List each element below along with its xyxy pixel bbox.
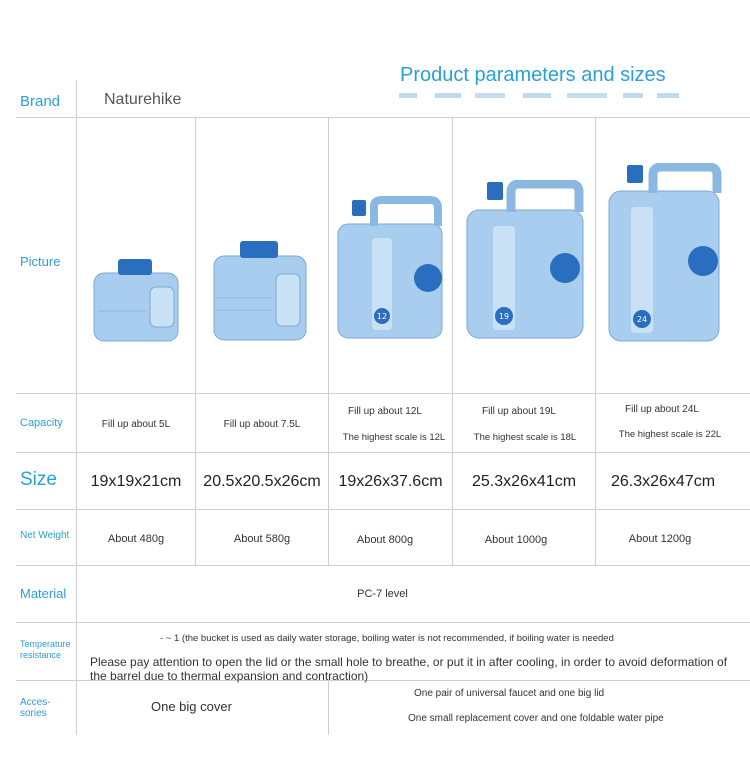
brand-label: Brand xyxy=(20,93,61,110)
jug-12-badge: 12 xyxy=(376,312,388,321)
column-divider xyxy=(328,118,329,565)
column-divider xyxy=(452,118,453,565)
temperature-note-line2: Please pay attention to open the lid or the small hole to breathe, or put it in after cooling, in order to avoid deformation of xyxy=(90,655,728,669)
row-divider xyxy=(16,509,750,510)
row-divider xyxy=(16,565,750,566)
weight-12l: About 800g xyxy=(356,534,414,546)
accessories-label xyxy=(20,697,51,719)
material-value: PC-7 level xyxy=(357,588,408,600)
size-label: Size xyxy=(20,469,57,490)
accessory-small: One big cover xyxy=(151,699,232,714)
row-divider xyxy=(16,452,750,453)
column-divider xyxy=(595,118,596,565)
page-title: Product parameters and sizes xyxy=(400,64,666,86)
scale-22l: The highest scale is 22L xyxy=(618,429,722,440)
jug-24-badge: 24 xyxy=(636,315,648,324)
title-shadow-decoration xyxy=(395,90,695,102)
row-divider xyxy=(16,622,750,623)
accessories-label-line2: sories xyxy=(20,708,47,719)
capacity-label: Capacity xyxy=(20,417,63,429)
jug-19-badge: 19 xyxy=(498,312,510,321)
water-jug-24l-image xyxy=(605,163,723,345)
brand-value: Naturehike xyxy=(104,91,182,108)
capacity-7-5l: Fill up about 7.5L xyxy=(223,419,301,430)
water-jug-19l-image xyxy=(463,180,587,342)
row-divider xyxy=(16,117,750,118)
temperature-label-line2: resistance xyxy=(20,650,62,660)
weight-5l: About 480g xyxy=(107,533,165,545)
capacity-24l: Fill up about 24L xyxy=(625,404,699,415)
label-column-divider xyxy=(76,80,77,735)
weight-19l: About 1000g xyxy=(484,534,548,546)
temperature-note-line1: - ~ 1 (the bucket is used as daily water storage, boiling water is not recommended, if boiling water is needed xyxy=(160,633,614,644)
scale-18l: The highest scale is 18L xyxy=(473,432,577,443)
accessories-label-line1: Acces- xyxy=(20,697,51,708)
water-jug-12l-image xyxy=(334,196,446,341)
temperature-label xyxy=(20,639,71,661)
weight-24l: About 1200g xyxy=(628,533,692,545)
capacity-5l: Fill up about 5L xyxy=(101,419,171,430)
size-12l: 19x26x37.6cm xyxy=(338,473,443,490)
material-label: Material xyxy=(20,586,67,601)
temperature-note-line3: the barrel due to thermal expansion and contraction) xyxy=(90,669,369,683)
size-5l: 19x19x21cm xyxy=(90,473,182,490)
row-divider xyxy=(16,393,750,394)
scale-12l: The highest scale is 12L xyxy=(342,432,446,443)
temperature-label-line1: Temperature xyxy=(20,639,71,649)
size-19l: 25.3x26x41cm xyxy=(471,473,577,490)
capacity-19l: Fill up about 19L xyxy=(482,406,556,417)
accessory-large-line1: One pair of universal faucet and one big lid xyxy=(414,688,605,699)
column-divider xyxy=(328,680,329,735)
capacity-12l: Fill up about 12L xyxy=(348,406,422,417)
column-divider xyxy=(195,118,196,565)
water-bucket-7-5l-image xyxy=(210,238,310,343)
size-7-5l: 20.5x20.5x26cm xyxy=(203,473,321,490)
net-weight-label: Net Weight xyxy=(20,530,70,541)
weight-7-5l: About 580g xyxy=(233,533,291,545)
picture-label: Picture xyxy=(20,254,61,269)
accessory-large-line2: One small replacement cover and one foldable water pipe xyxy=(408,713,664,724)
size-24l: 26.3x26x47cm xyxy=(610,473,716,490)
water-bucket-5l-image xyxy=(88,255,184,345)
